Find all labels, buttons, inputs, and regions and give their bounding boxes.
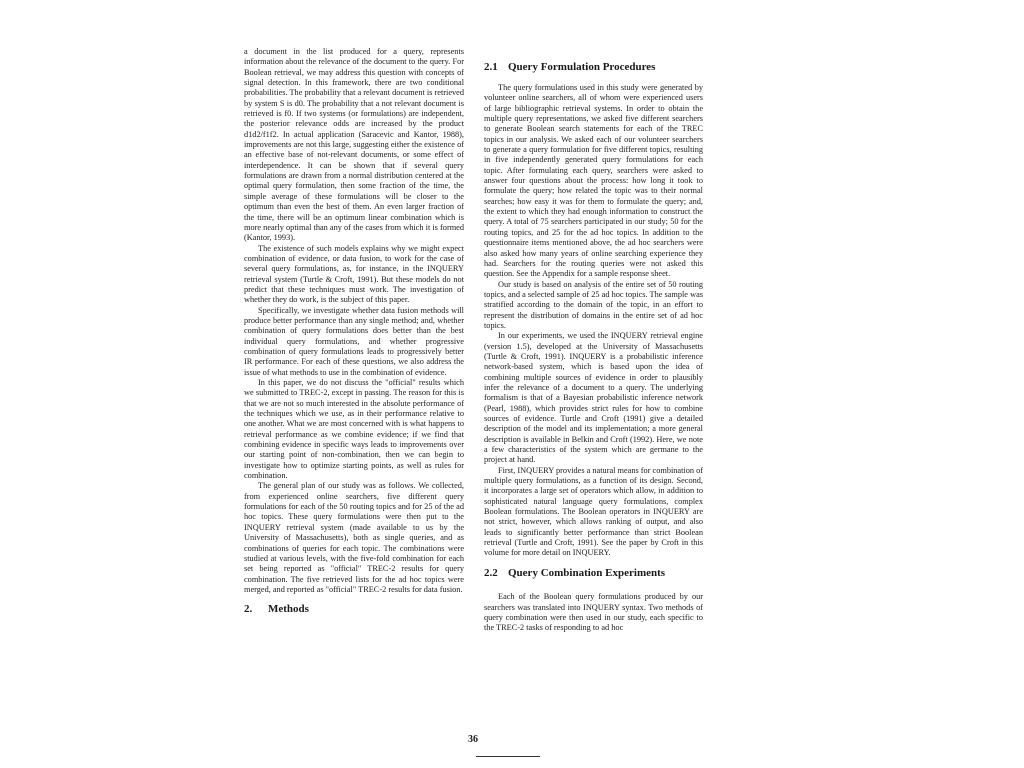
section-title: Methods [268,603,309,616]
section-title: Query Formulation Procedures [508,61,656,73]
section-heading-methods [244,604,464,614]
paragraph-study-sample: Our study is based on analysis of the entire set of 50 routing topics, and a selected sample of 25 ad hoc topics. The sample was stratified according to the domain of the topic, in an effort to represent the distribution of domains in the entire set of ad hoc topics. [484,279,703,330]
paragraph-research-questions: Specifically, we investigate whether data fusion methods will produce better performance than any single method; and, whether combination of query formulations does better than the best individual query formulations, and whether progressive combination of query formulations leads to progressively better IR performance. For each of these questions, we also address the issue of what methods to use in the combination of evidence. [244,305,464,377]
paragraph-signal-detection: a document in the list produced for a query, represents information about the relevance of the document to the query. For Boolean retrieval, we may address this question with concepts of signal detection. In this framework, there are two conditional probabilities. The probability that a relevant document is retrieved by system S is d0. The probability that a not relevant document is retrieved is f0. If two systems (or formulations) are independent, the posterior relevance odds are increased by the product d1d2/f1f2. In actual application (Saracevic and Kantor, 1988), improvements are not this large, suggesting either the existence of an effective base of not-relevant documents, or some effect of interdependence. It can be shown that if several query formulations are drawn from a normal distribution centered at the optimal query formulation, then some fraction of the time, the simple average of these formulations will be closer to the optimum than even the best of them. An even larger fraction of the time, there will be an optimum linear combination which is more nearly optimal than any of the cases from which it is formed (Kantor, 1993). [244,47,464,243]
section-title: Query Combination Experiments [508,566,666,579]
paragraph-combination-methods: Each of the Boolean query formulations produced by our searchers was translated into INQUERY syntax. Two methods of query combination were then used in our study, each specific to the TREC-2 tasks of responding to ad hoc [484,592,703,633]
paragraph-query-formulations: The query formulations used in this study were generated by volunteer online searchers, all of whom were experienced users of large bibliographic retrieval systems. In order to obtain the multiple query representations, we asked five different searchers to generate Boolean search statements for each of the TREC topics in our analysis. We asked each of our volunteer searchers to generate a query formulation for five different topics, resulting in five independently generated query formulations for each topic. After formulating each query, searchers were asked to answer four questions about the process: how long it took to formulate the query; how related the topic was to their normal searches; how easy it was for them to formulate the query; and, the extent to which they had enough information to construct the query. A total of 75 searchers participated in our study; 50 for the routing topics, and 25 for the ad hoc topics. In addition to the questionnaire items mentioned above, the ad hoc searchers were also asked how many years of online searching experience they had. Searchers for the routing queries were not asked this question. See the Appendix for a sample response sheet. [484,83,703,279]
section-heading-query-formulation [484,61,655,73]
page-number: 36 [468,734,478,745]
section-number: 2.2 [484,566,498,579]
paragraph-study-plan: The general plan of our study was as follows. We collected, from experienced online searchers, five different query formulations for each of the 50 routing topics and for 25 of the ad hoc topics. These query formulations were then put to the INQUERY retrieval system (made available to us by the University of Massachusetts), both as single queries, and as combinations of queries for each topic. The combinations were studied at various levels, with the five-fold combination for each set being reported as "official" TREC-2 results for query combination. The five retrieved lists for the ad hoc topics were merged, and reported as "official" TREC-2 results for data fusion. [244,481,464,594]
section-number: 2.1 [484,61,498,73]
section-heading-query-combination [484,568,703,578]
paragraph-inquery-engine: In our experiments, we used the INQUERY retrieval engine (version 1.5), developed at the University of Massachusetts (Turtle & Croft, 1991). INQUERY is a probabilistic inference network-based system, which is based upon the idea of combining multiple sources of evidence in order to plausibly infer the relevance of a document to a query. The underlying formalism is that of a Bayesian probabilistic inference network (Pearl, 1988), which provides strict rules for how to combine sources of evidence. Turtle and Croft (1991) give a detailed description of the model and its implementation; a more general description is available in Belkin and Croft (1992). Here, we note a few characteristics of the system which are germane to the project at hand. [484,331,703,465]
footer-rule [476,756,540,757]
right-column [484,83,703,634]
left-column [244,47,464,615]
paragraph-official-results: In this paper, we do not discuss the "official" results which we submitted to TREC-2, except in passing. The reason for this is that we are not so much interested in the absolute performance of the techniques which we use, as in their performance relative to one another. What we are most concerned with is what happens to retrieval performance as we combine evidence; if we find that combining evidence in specific ways leads to improvements over our starting point of non-combination, then we can begin to investigate how to optimize starting points, as well as rules for combination. [244,378,464,481]
paragraph-inquery-features: First, INQUERY provides a natural means for combination of multiple query formulations, as a function of its design. Second, it incorporates a large set of operators which allow, in addition to sophisticated natural language query formulations, complex Boolean formulations. The Boolean operators in INQUERY are not strict, however, which allows ranking of output, and also leads to significantly better performance than strict Boolean retrieval (Turtle and Croft, 1991). See the paper by Croft in this volume for more detail on INQUERY. [484,465,703,558]
paragraph-data-fusion-models: The existence of such models explains why we might expect combination of evidence, or data fusion, to work for the case of several query formulations, as, for instance, in the INQUERY retrieval system (Turtle & Croft, 1991). But these models do not predict that these techniques must work. The investigation of whether they do work, is the subject of this paper. [244,243,464,305]
section-number: 2. [244,603,253,616]
